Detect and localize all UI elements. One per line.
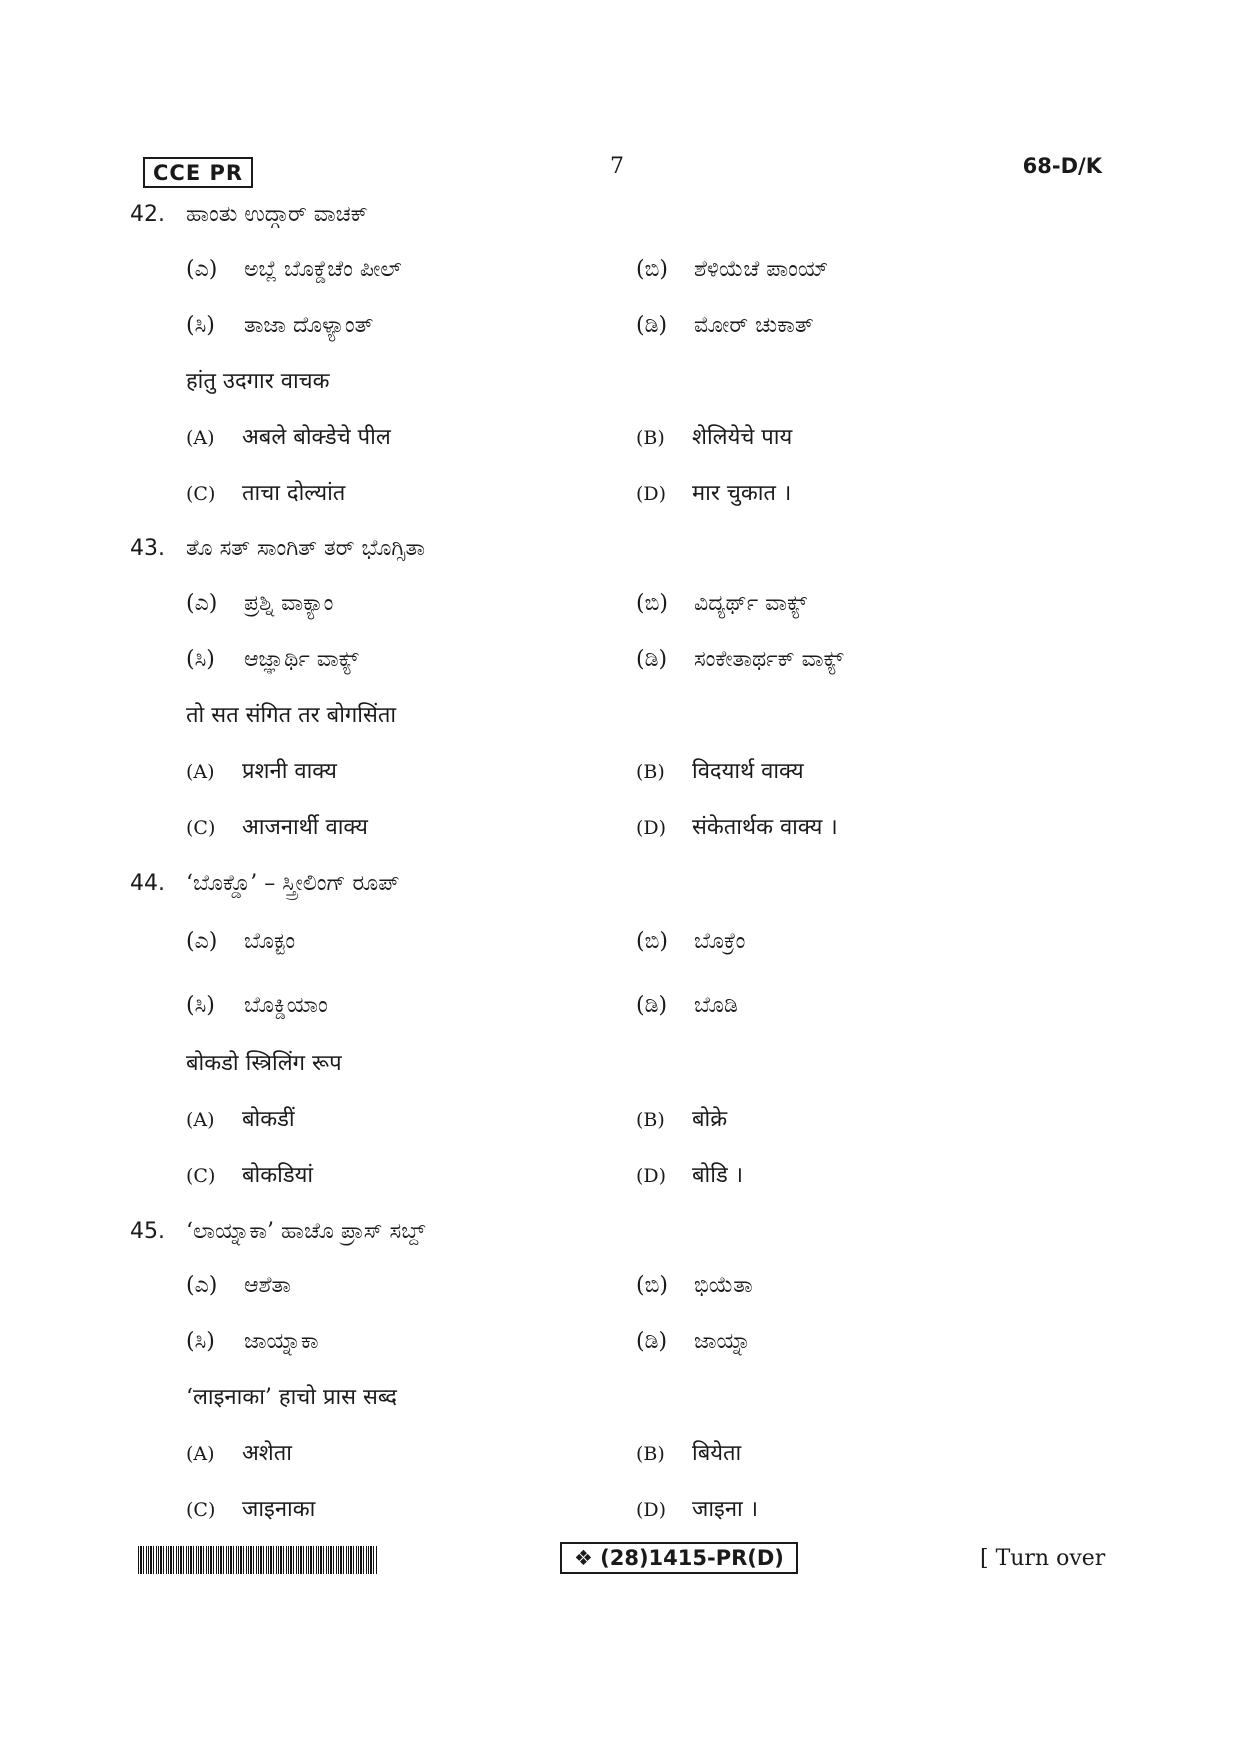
question-45-devanagari-options-row-2	[0, 1490, 1238, 1530]
question-42-stem	[0, 195, 1238, 235]
option-b-devanagari: (B) बोक्रे	[636, 1107, 728, 1132]
question-number: 43.	[130, 536, 165, 561]
option-a-kannada: (ಎ) ಪ್ರಶ್ನಿ ವಾಕ್ಯಾಂ	[186, 591, 334, 616]
option-b-kannada: (ಬಿ) ಶೆಳಿಯೆಚೆ ಪಾಂಯ್	[636, 257, 829, 282]
question-43-kannada-options-row-1	[0, 584, 1238, 624]
question-number: 42.	[130, 202, 165, 227]
option-d-devanagari: (D) संकेतार्थक वाक्य ।	[636, 815, 838, 840]
header-code-box: CCE PR	[143, 157, 253, 188]
option-d-kannada: (ಡಿ) ಬೊಡಿ	[636, 993, 738, 1018]
question-44-kannada-options-row-2	[0, 986, 1238, 1026]
option-d-kannada: (ಡಿ) ಜಾಯ್ನಾ	[636, 1329, 751, 1354]
option-a-kannada: (ಎ) ಬೊಕ್ಟಂ	[186, 929, 296, 954]
turn-over-note: [ Turn over	[980, 1546, 1106, 1571]
option-b-kannada: (ಬಿ) ಬೊಕ್ರೆಂ	[636, 929, 746, 954]
option-b-kannada: (ಬಿ) ಭಿಯೆತಾ	[636, 1273, 753, 1298]
question-kannada-text: ತೊ ಸತ್ ಸಾಂಗಿತ್ ತರ್ ಭೊಗ್ಸಿತಾ	[186, 536, 425, 561]
option-c-devanagari: (C) ताचा दोल्यांत	[186, 481, 346, 506]
option-d-devanagari: (D) बोडि ।	[636, 1163, 744, 1188]
option-b-devanagari: (B) शेलियेचे पाय	[636, 425, 793, 450]
option-c-devanagari: (C) जाइनाका	[186, 1497, 316, 1522]
question-42-kannada-options-row-1	[0, 250, 1238, 290]
page-footer	[0, 1540, 1238, 1580]
question-45-devanagari-stem: ‘लाइनाका’ हाचो प्रास सब्द	[186, 1385, 397, 1410]
question-42-devanagari-stem: हांतु उदगार वाचक	[186, 369, 330, 394]
question-44-devanagari-stem: बोकडो स्त्रिलिंग रूप	[186, 1051, 342, 1076]
question-number: 44.	[130, 871, 165, 896]
question-43-stem	[0, 529, 1238, 569]
footer-paper-code: ❖ (28)1415-PR(D)	[560, 1542, 798, 1574]
option-a-devanagari: (A) प्रशनी वाक्य	[186, 759, 337, 784]
question-45-kannada-options-row-2	[0, 1322, 1238, 1362]
option-d-kannada: (ಡಿ) ಮೋರ್ ಚುಕಾತ್	[636, 313, 814, 338]
option-a-devanagari: (A) बोकडीं	[186, 1107, 295, 1132]
question-45-stem	[0, 1212, 1238, 1252]
question-43-devanagari-stem: तो सत संगित तर बोगसिंता	[186, 703, 397, 728]
option-b-devanagari: (B) बियेता	[636, 1441, 742, 1466]
question-42-devanagari-options-row-1	[0, 418, 1238, 458]
question-43-kannada-options-row-2	[0, 640, 1238, 680]
question-43-devanagari-options-row-2	[0, 808, 1238, 848]
question-kannada-text: ‘ಲಾಯ್ನಾಕಾ’ ಹಾಚೊ ಪ್ರಾಸ್ ಸಬ್ದ್	[186, 1219, 426, 1244]
question-45-kannada-options-row-1	[0, 1266, 1238, 1306]
paper-code: 68-D/K	[1022, 154, 1102, 178]
question-44-devanagari-options-row-2	[0, 1156, 1238, 1196]
option-d-devanagari: (D) जाइना ।	[636, 1497, 759, 1522]
option-d-devanagari: (D) मार चुकात ।	[636, 481, 792, 506]
option-c-kannada: (ಸಿ) ಜಾಯ್ನಾಕಾ	[186, 1329, 319, 1354]
question-number: 45.	[130, 1219, 165, 1244]
question-kannada-text: ‘ಬೊಕ್ಡೊ’ – ಸ್ತ್ರೀಲಿಂಗ್ ರೂಪ್	[186, 871, 400, 896]
option-b-kannada: (ಬಿ) ವಿದ್ಯರ್ಥ್ ವಾಕ್ಯ್	[636, 591, 808, 616]
question-42-devanagari-options-row-2	[0, 474, 1238, 514]
option-c-kannada: (ಸಿ) ತಾಜಾ ದೊಳ್ಯಾಂತ್	[186, 313, 374, 338]
question-43-devanagari-options-row-1	[0, 752, 1238, 792]
option-c-kannada: (ಸಿ) ಬೊಕ್ಡಿಯಾಂ	[186, 993, 328, 1018]
option-c-devanagari: (C) बोकडियां	[186, 1163, 314, 1188]
barcode	[138, 1546, 378, 1574]
question-44-devanagari-options-row-1	[0, 1100, 1238, 1140]
option-d-kannada: (ಡಿ) ಸಂಕೇತಾರ್ಥಕ್ ವಾಕ್ಯ್	[636, 647, 844, 672]
option-a-devanagari: (A) अबले बोक्डेचे पील	[186, 425, 391, 450]
page-number: 7	[610, 154, 624, 179]
question-kannada-text: ಹಾಂತು ಉದ್ಗಾರ್ ವಾಚಕ್	[186, 202, 368, 227]
question-45-devanagari-options-row-1	[0, 1434, 1238, 1474]
option-c-devanagari: (C) आजनार्थी वाक्य	[186, 815, 368, 840]
option-a-kannada: (ಎ) ಆಶೆತಾ	[186, 1273, 291, 1298]
question-44-kannada-options-row-1	[0, 922, 1238, 962]
question-44-stem	[0, 864, 1238, 904]
option-a-kannada: (ಎ) ಅಬ್ಲೆ ಬೊಕ್ಡೆಚೆಂ ಪೀಲ್	[186, 257, 402, 282]
question-42-kannada-options-row-2	[0, 306, 1238, 346]
option-a-devanagari: (A) अशेता	[186, 1441, 293, 1466]
option-b-devanagari: (B) विदयार्थ वाक्य	[636, 759, 804, 784]
option-c-kannada: (ಸಿ) ಆಜ್ಞಾರ್ಥಿ ವಾಕ್ಯ್	[186, 647, 359, 672]
